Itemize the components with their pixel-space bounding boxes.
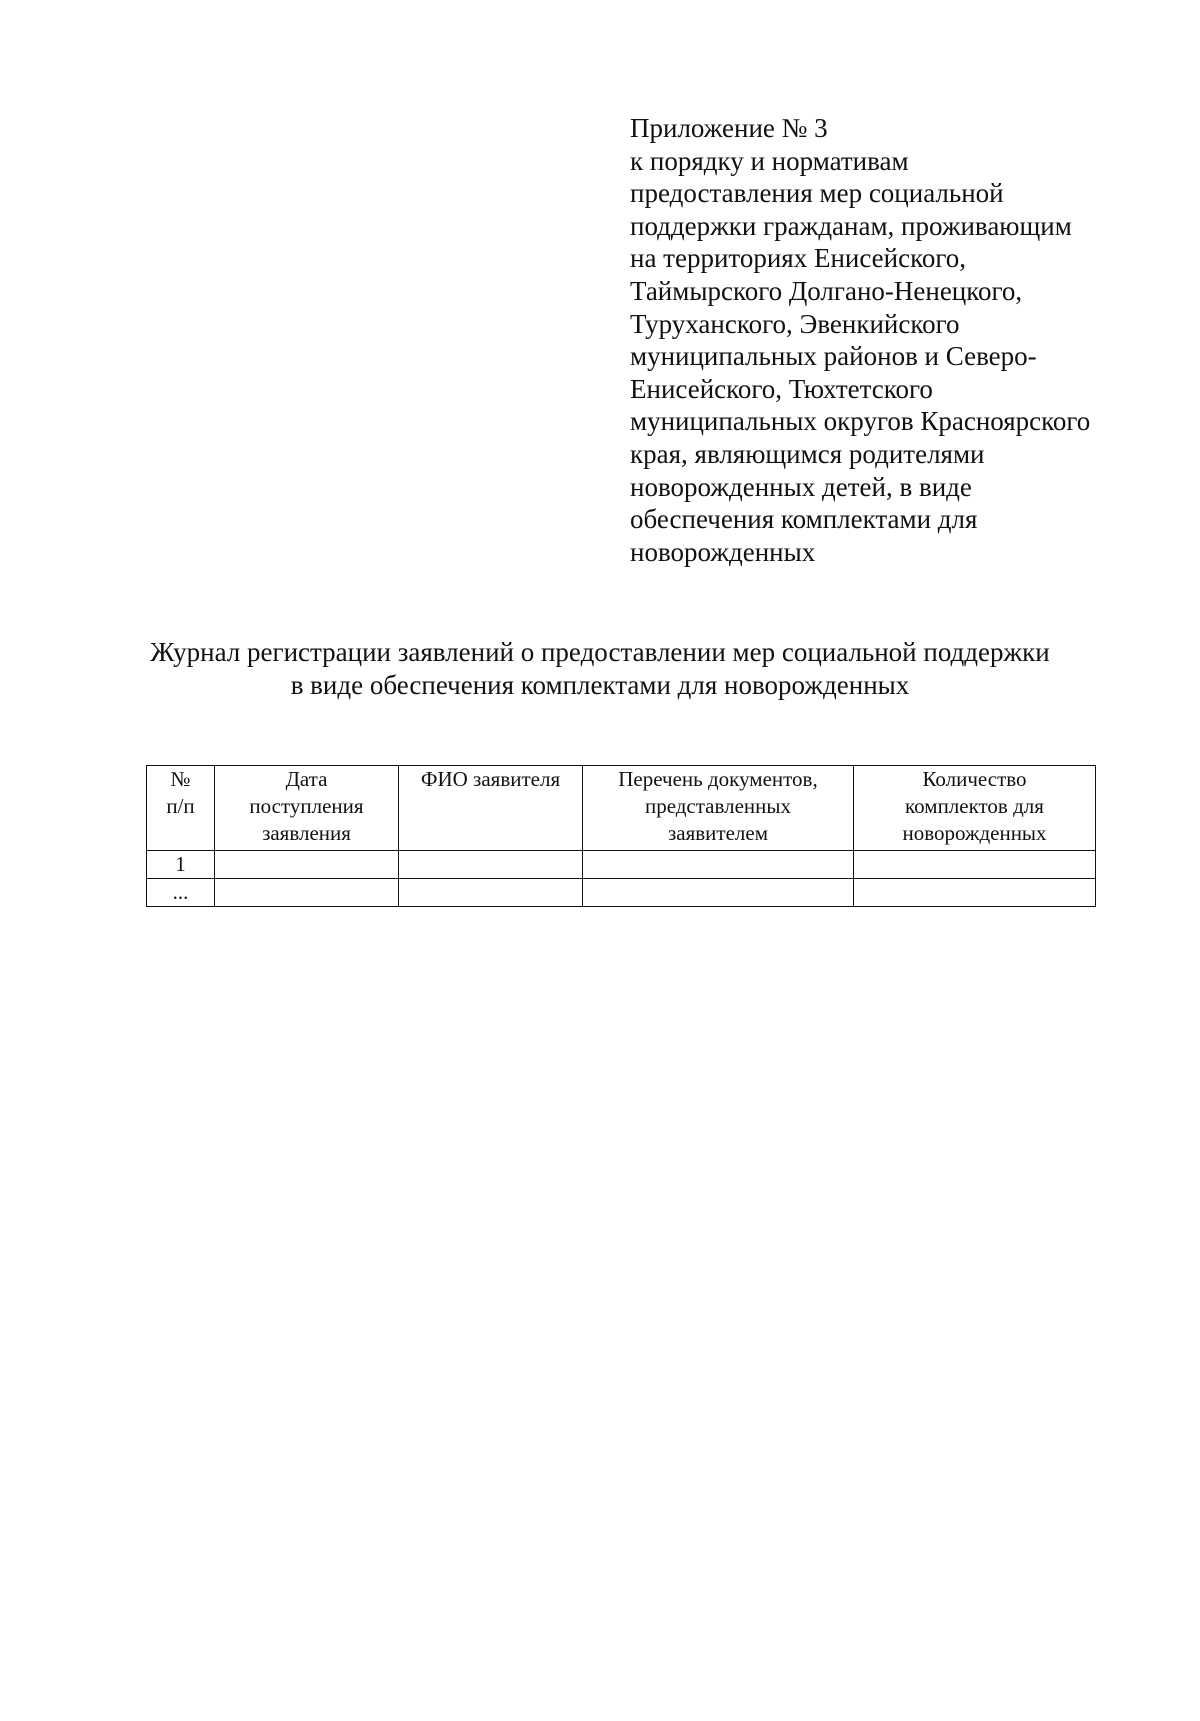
appendix-line: муниципальных районов и Северо- <box>630 341 1037 372</box>
appendix-line: Туруханского, Эвенкийского <box>630 308 960 339</box>
table-cell <box>854 879 1096 907</box>
registration-journal-table <box>146 765 1096 907</box>
table-cell: ... <box>147 879 215 907</box>
table-cell <box>854 851 1096 879</box>
column-header-line: Дата <box>285 767 328 791</box>
column-header-line: ФИО заявителя <box>420 767 561 791</box>
table-cell <box>215 851 399 879</box>
appendix-line: обеспечения комплектами для <box>630 504 978 535</box>
appendix-line: новорожденных <box>630 536 816 567</box>
journal-title <box>0 636 1200 702</box>
appendix-line: муниципальных округов Красноярского <box>630 406 1091 437</box>
column-header-line: № <box>170 767 191 791</box>
column-header-line: заявления <box>262 821 351 845</box>
column-header-number <box>147 766 215 851</box>
appendix-header <box>630 112 1140 568</box>
table-header-row <box>147 766 1096 851</box>
appendix-line: к порядку и нормативам <box>630 145 909 176</box>
appendix-line: новорожденных детей, в виде <box>630 471 972 502</box>
column-header-line: комплектов для <box>905 794 1044 818</box>
column-header-line: заявителем <box>667 821 769 845</box>
column-header-date <box>215 766 399 851</box>
journal-title-line: в виде обеспечения комплектами для новорожденных <box>290 670 910 700</box>
column-header-line: п/п <box>166 794 195 818</box>
table-cell: 1 <box>147 851 215 879</box>
column-header-line: представленных <box>644 794 792 818</box>
table-cell <box>399 879 583 907</box>
table-cell <box>215 879 399 907</box>
column-header-documents <box>583 766 854 851</box>
column-header-applicant-name <box>399 766 583 851</box>
journal-title-line: Журнал регистрации заявлений о предоставлении мер социальной поддержки <box>150 637 1050 667</box>
table-cell <box>399 851 583 879</box>
appendix-line: поддержки гражданам, проживающим <box>630 210 1072 241</box>
table-row <box>147 851 1096 879</box>
appendix-line: Таймырского Долгано-Ненецкого, <box>630 275 1023 306</box>
column-header-line: Перечень документов, <box>618 767 818 791</box>
appendix-line: на территориях Енисейского, <box>630 243 966 274</box>
column-header-line: новорожденных <box>902 821 1047 845</box>
appendix-line: предоставления мер социальной <box>630 178 1004 209</box>
column-header-kit-count <box>854 766 1096 851</box>
column-header-line: поступления <box>249 794 364 818</box>
appendix-line: Приложение № 3 <box>630 113 828 143</box>
table-cell <box>583 851 854 879</box>
column-header-line: Количество <box>922 767 1027 791</box>
appendix-line: Енисейского, Тюхтетского <box>630 373 933 404</box>
appendix-line: края, являющимся родителями <box>630 438 985 469</box>
table-cell <box>583 879 854 907</box>
table-row <box>147 879 1096 907</box>
